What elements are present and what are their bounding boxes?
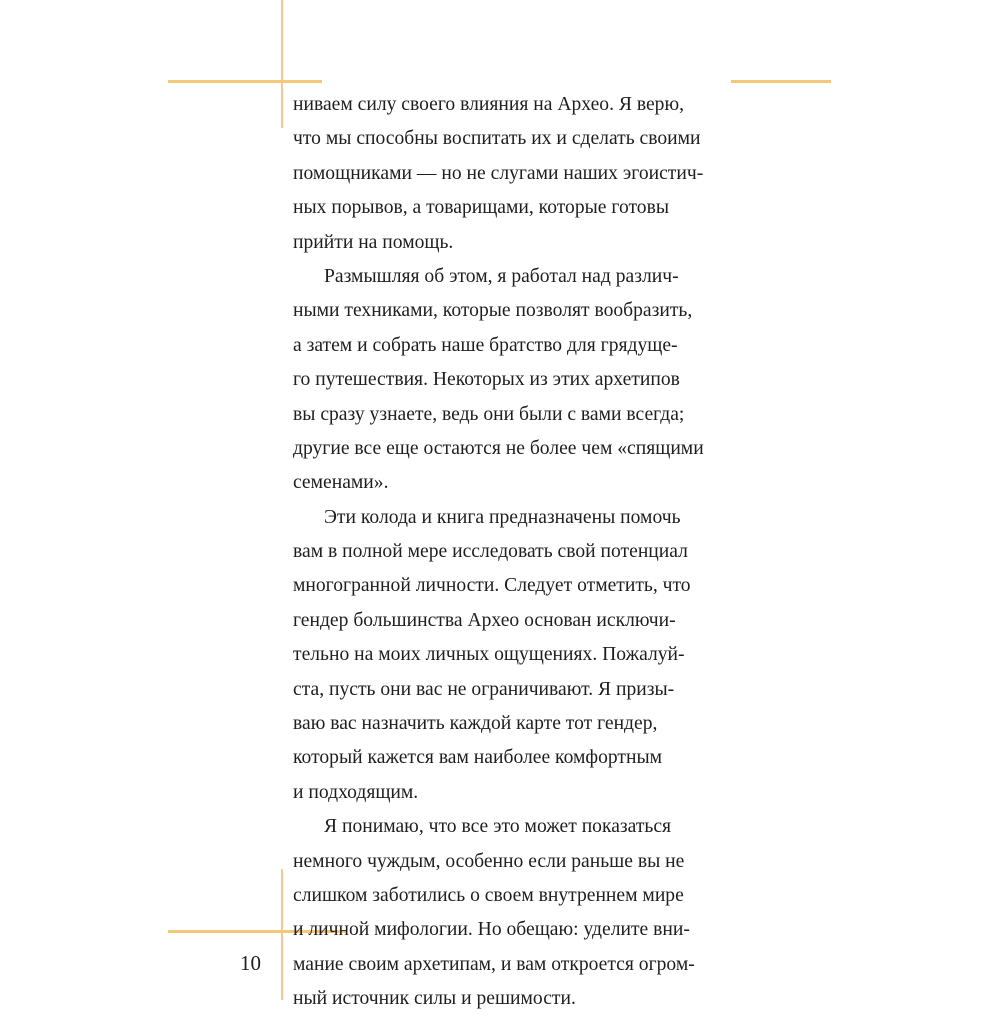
body-text xyxy=(293,88,733,1017)
text-line: который кажется вам наиболее комфортным xyxy=(293,747,663,769)
text-line: слишком заботились о своем внутреннем мире xyxy=(293,884,684,906)
text-line: мание своим архетипам, и вам откроется огром- xyxy=(293,953,695,975)
text-line: и личной мифологии. Но обещаю: уделите вни- xyxy=(293,919,690,941)
crop-mark-horizontal-top-left xyxy=(168,80,322,83)
text-line-paragraph-start: Размышляя об этом, я работал над различ- xyxy=(324,265,679,287)
text-line: семенами». xyxy=(293,472,389,494)
text-line: ниваем силу своего влияния на Архео. Я верю, xyxy=(293,94,685,115)
text-line-paragraph-start: Эти колода и книга предназначены помочь xyxy=(324,506,681,528)
text-line: го путешествия. Некоторых из этих архетипов xyxy=(293,369,680,391)
text-line: а затем и собрать наше братство для грядуще- xyxy=(293,334,678,356)
text-line: гендер большинства Архео основан исключи- xyxy=(293,609,676,631)
text-line: вы сразу узнаете, ведь они были с вами всегда; xyxy=(293,403,685,425)
crop-mark-vertical-top xyxy=(281,0,283,128)
text-line: помощниками — но не слугами наших эгоистич- xyxy=(293,162,704,184)
text-line: ными техниками, которые позволят вообразить, xyxy=(293,300,693,322)
text-line: ваю вас назначить каждой карте тот гендер, xyxy=(293,713,658,735)
text-line: что мы способны воспитать их и сделать своими xyxy=(293,128,701,150)
text-line: ных порывов, а товарищами, которые готовы xyxy=(293,197,670,219)
text-line: прийти на помощь. xyxy=(293,231,454,253)
text-line: вам в полной мере исследовать свой потенциал xyxy=(293,541,688,563)
text-line: ста, пусть они вас не ограничивают. Я призы- xyxy=(293,678,675,700)
text-line: другие все еще остаются не более чем «спящими xyxy=(293,437,704,459)
crop-mark-vertical-bottom xyxy=(281,869,283,1000)
text-line: и подходящим. xyxy=(293,781,419,803)
text-line-paragraph-start: Я понимаю, что все это может показаться xyxy=(324,816,672,838)
text-line: немного чуждым, особенно если раньше вы не xyxy=(293,850,685,872)
text-line: многогранной личности. Следует отметить, что xyxy=(293,575,691,597)
text-line: тельно на моих личных ощущениях. Пожалуй- xyxy=(293,644,685,666)
text-line: ный источник силы и решимости. xyxy=(293,988,576,1010)
crop-mark-horizontal-top-right xyxy=(731,80,831,83)
page-number: 10 xyxy=(240,951,261,975)
